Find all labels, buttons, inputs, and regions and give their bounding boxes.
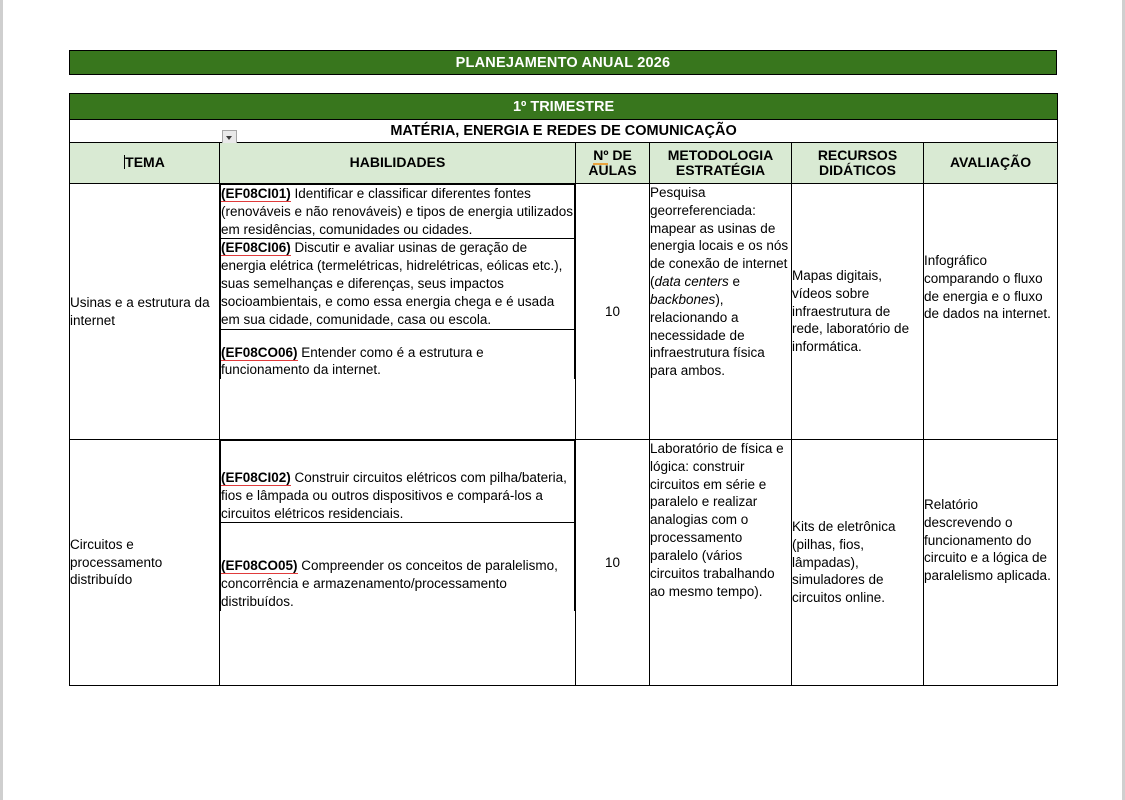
habilidade-row (221, 239, 575, 329)
habilidade-code: (EF08CO06) (221, 344, 298, 360)
cell-tema: Usinas e a estrutura da internet (70, 184, 220, 440)
column-header-avaliacao-label: AVALIAÇÃO (949, 154, 1032, 171)
document-title-banner: PLANEJAMENTO ANUAL 2026 (69, 50, 1057, 75)
planning-table (69, 93, 1058, 686)
cell-tema: Circuitos e processamento distribuído (70, 440, 220, 686)
column-header-recursos-line1: RECURSOS (817, 146, 898, 163)
column-header-metodologia-line1: METODOLOGIA (667, 146, 774, 163)
cell-avaliacao: Relatório descrevendo o funcionamento do circuito e a lógica de paralelismo aplicada. (924, 440, 1058, 686)
column-header-avaliacao (924, 143, 1058, 184)
document-page (69, 0, 1057, 686)
habilidade-code: (EF08CO05) (221, 558, 298, 574)
metodologia-text: ), relacionando a necessidade de infraestrutura física para ambos. (650, 291, 765, 379)
column-header-tema (70, 143, 220, 184)
habilidade-row (221, 523, 575, 611)
column-header-recursos-line2: DIDÁTICOS (819, 162, 896, 178)
metodologia-text: e (728, 274, 741, 290)
cell-metodologia (650, 184, 792, 440)
cell-recursos: Kits de eletrônica (pilhas, fios, lâmpadas), simuladores de circuitos online. (792, 440, 924, 686)
cell-metodologia (650, 440, 792, 686)
habilidade-text: (EF08CI01) Identificar e classificar diferentes fontes (renováveis e não renováveis) e tipos de energia utilizados em residências, comunidades ou cidades. (221, 185, 575, 239)
column-header-aulas-line2: AULAS (588, 162, 637, 178)
habilidade-row (221, 185, 575, 239)
column-header-habilidades-label: HABILIDADES (349, 154, 446, 171)
habilidade-code: (EF08CI01) (221, 186, 291, 201)
materia-row (70, 120, 1058, 143)
metodologia-text: Laboratório de física e lógica: construir circuitos em série e paralelo e realizar analogias com o processamento paralelo (vários circuitos trabalhando ao mesmo tempo). (650, 441, 784, 599)
column-header-aulas-line1-number: Nº (593, 146, 609, 163)
cell-aulas: 10 (576, 440, 650, 686)
habilidade-text: (EF08CO05) Compreender os conceitos de paralelismo, concorrência e armazenamento/processamento distribuídos. (221, 523, 575, 611)
habilidade-code: (EF08CI02) (221, 470, 291, 485)
metodologia-text: Pesquisa georreferenciada: mapear as usinas de energia locais e os nós de conexão de internet ( (650, 185, 789, 290)
habilidade-text: (EF08CI02) Construir circuitos elétricos com pilha/bateria, fios e lâmpada ou outros dispositivos e compará-los a circuitos elétricos residenciais. (221, 441, 575, 523)
habilidade-code: (EF08CI06) (221, 240, 291, 256)
column-header-metodologia (650, 143, 792, 184)
column-header-habilidades (220, 143, 576, 184)
column-header-metodologia-line2: ESTRATÉGIA (675, 162, 766, 178)
habilidades-subtable (220, 440, 575, 611)
column-header-row (70, 143, 1058, 184)
habilidades-subtable (220, 184, 575, 379)
column-header-aulas (576, 143, 650, 184)
materia-cell: MATÉRIA, ENERGIA E REDES DE COMUNICAÇÃO (70, 120, 1058, 143)
banner-spacer (69, 75, 1057, 93)
metodologia-emphasis: data centers (654, 274, 729, 290)
table-row (70, 184, 1058, 440)
habilidade-text: (EF08CO06) Entender como é a estrutura e funcionamento da internet. (221, 329, 575, 379)
habilidade-text: (EF08CI06) Discutir e avaliar usinas de geração de energia elétrica (termelétricas, hidrelétricas, eólicas etc.), suas semelhanças e diferenças, seus impactos socioambientais, e como essa energia chega e é usada em sua cidade, comunidade, casa ou escola. (221, 239, 575, 329)
left-page-edge-strip (0, 0, 3, 800)
column-header-tema-label: TEMA (125, 154, 165, 171)
cell-habilidades (220, 184, 576, 440)
cell-habilidades (220, 440, 576, 686)
trimestre-cell: 1º TRIMESTRE (70, 94, 1058, 120)
habilidade-row (221, 441, 575, 523)
cell-aulas: 10 (576, 184, 650, 440)
trimestre-row (70, 94, 1058, 120)
cell-recursos: Mapas digitais, vídeos sobre infraestrutura de rede, laboratório de informática. (792, 184, 924, 440)
column-header-recursos (792, 143, 924, 184)
table-row (70, 440, 1058, 686)
metodologia-emphasis: backbones (650, 291, 716, 307)
habilidade-row (221, 329, 575, 379)
cell-avaliacao: Infográfico comparando o fluxo de energia e o fluxo de dados na internet. (924, 184, 1058, 440)
column-header-aulas-line1-de: DE (608, 146, 632, 163)
